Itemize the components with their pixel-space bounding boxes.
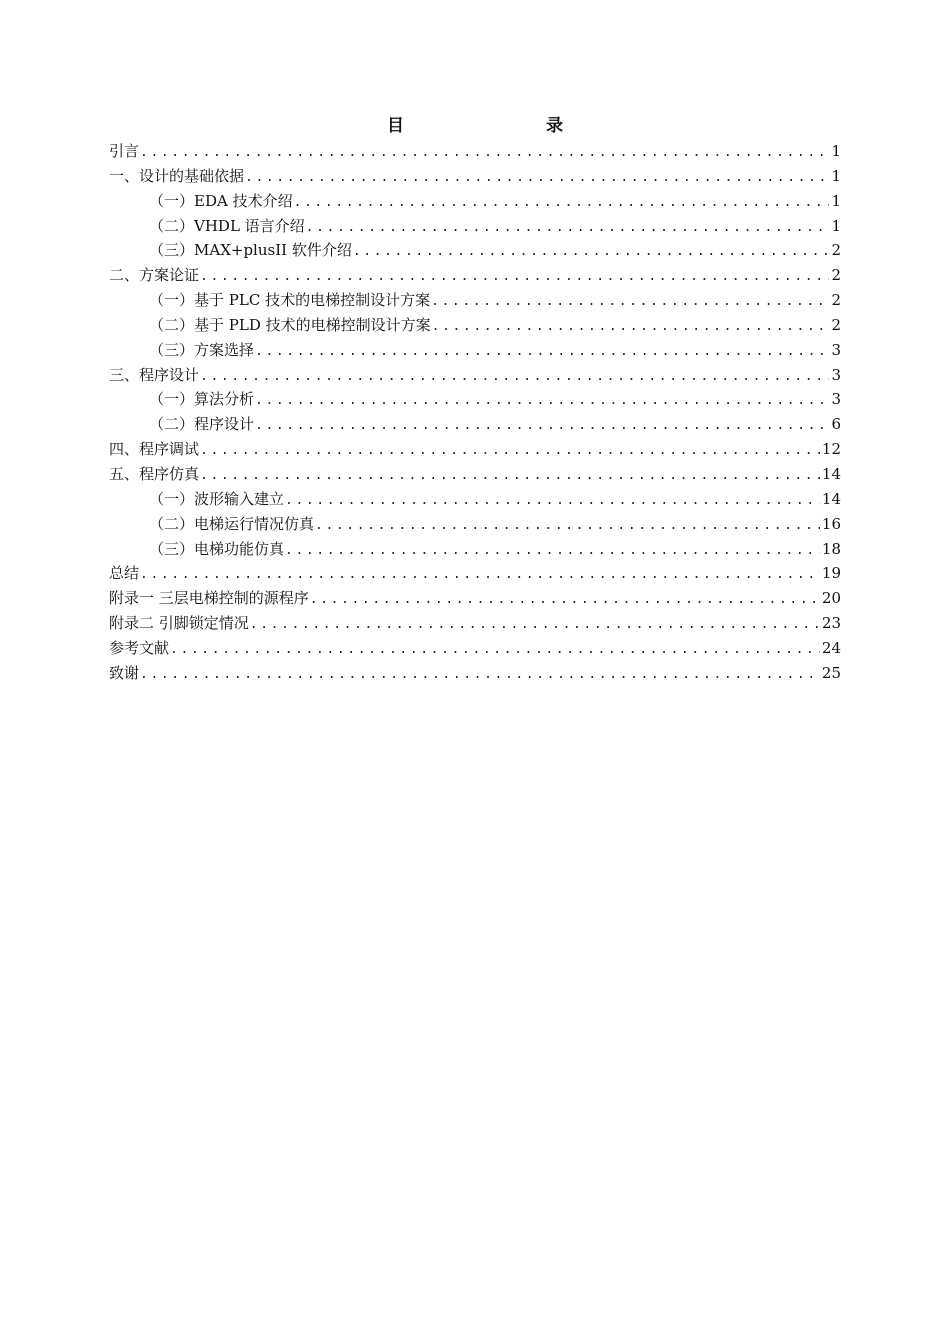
toc-entry-page-number: 1 [831,216,841,235]
toc-entry-page-number: 2 [831,266,841,285]
toc-entry-page-number: 18 [821,539,841,558]
toc-entry-title: （一）EDA 技术介绍 [149,191,293,210]
toc-entry-page-number: 2 [831,291,841,310]
toc-entry-title: （一）基于 PLC 技术的电梯控制设计方案 [149,291,431,310]
toc-entry[interactable] [109,139,841,164]
toc-entry[interactable] [109,338,841,363]
toc-entry-page-number: 2 [831,241,841,260]
toc-entry-title: 总结 [109,564,140,583]
toc-entry-page-number: 2 [831,315,841,334]
toc-entry-title: 附录一 三层电梯控制的源程序 [109,589,309,608]
toc-entry[interactable] [109,313,841,338]
toc-entry-title: 一、设计的基础依据 [109,166,245,185]
toc-entry[interactable] [109,636,841,661]
toc-entry[interactable] [109,238,841,263]
dot-leader [431,290,829,313]
dot-leader [200,365,829,388]
toc-entry-page-number: 6 [831,415,841,434]
toc-entry-page-number: 1 [831,166,841,185]
dot-leader [200,464,820,487]
dot-leader [432,315,830,338]
table-of-contents [109,139,841,686]
dot-leader [250,613,820,636]
toc-entry[interactable] [109,363,841,388]
toc-entry-title: 五、程序仿真 [109,464,200,483]
toc-entry[interactable] [109,487,841,512]
toc-entry[interactable] [109,661,841,686]
toc-entry-title: （二）电梯运行情况仿真 [149,514,315,533]
toc-title: 目 录 [387,116,599,136]
toc-entry[interactable] [109,263,841,288]
toc-entry-title: （一）算法分析 [149,390,255,409]
toc-entry-page-number: 1 [831,191,841,210]
toc-entry-page-number: 25 [821,663,841,682]
toc-entry-page-number: 1 [831,142,841,160]
toc-entry[interactable] [109,412,841,437]
dot-leader [353,240,830,263]
toc-entry-page-number: 3 [831,365,841,384]
toc-entry[interactable] [109,512,841,537]
dot-leader [170,638,820,661]
toc-entry-title: 四、程序调试 [109,440,200,459]
toc-entry-title: 三、程序设计 [109,365,200,384]
toc-entry-title: 引言 [109,142,140,160]
toc-entry-page-number: 19 [821,564,841,583]
toc-entry-page-number: 14 [821,464,841,483]
dot-leader [255,340,829,363]
toc-entry-page-number: 23 [821,614,841,633]
toc-entry-title: 参考文献 [109,638,170,657]
toc-entry-title: 附录二 引脚锁定情况 [109,614,249,633]
dot-leader [285,539,820,562]
toc-entry-page-number: 3 [831,340,841,359]
dot-leader [140,663,820,686]
toc-entry-title: （三）方案选择 [149,340,255,359]
toc-entry[interactable] [109,611,841,636]
toc-entry-page-number: 14 [821,489,841,508]
toc-entry[interactable] [109,537,841,562]
dot-leader [200,265,829,288]
toc-entry[interactable] [109,387,841,412]
toc-entry-title: （一）波形输入建立 [149,489,285,508]
dot-leader [255,389,829,412]
toc-entry-title: （三）MAX+plusII 软件介绍 [149,241,352,260]
toc-entry[interactable] [109,164,841,189]
toc-entry[interactable] [109,561,841,586]
dot-leader [306,216,830,239]
toc-entry-page-number: 16 [821,514,841,533]
dot-leader [255,414,829,437]
toc-entry-page-number: 3 [831,390,841,409]
toc-entry-title: 致谢 [109,663,140,682]
toc-entry[interactable] [109,437,841,462]
dot-leader [200,439,820,462]
dot-leader [285,489,820,512]
toc-entry-title: 二、方案论证 [109,266,200,285]
toc-entry[interactable] [109,189,841,214]
toc-entry-page-number: 12 [821,440,841,459]
toc-entry[interactable] [109,214,841,239]
toc-entry[interactable] [109,462,841,487]
toc-entry-title: （三）电梯功能仿真 [149,539,285,558]
dot-leader [310,588,820,611]
toc-entry[interactable] [109,288,841,313]
toc-entry-title: （二）基于 PLD 技术的电梯控制设计方案 [149,315,431,334]
dot-leader [294,191,830,214]
toc-entry-title: （二）VHDL 语言介绍 [149,216,305,235]
dot-leader [140,563,820,586]
toc-entry-page-number: 20 [821,589,841,608]
dot-leader [315,514,820,537]
toc-entry-title: （二）程序设计 [149,415,255,434]
toc-entry-page-number: 24 [821,638,841,657]
dot-leader [140,141,829,164]
dot-leader [245,166,829,189]
toc-entry[interactable] [109,586,841,611]
